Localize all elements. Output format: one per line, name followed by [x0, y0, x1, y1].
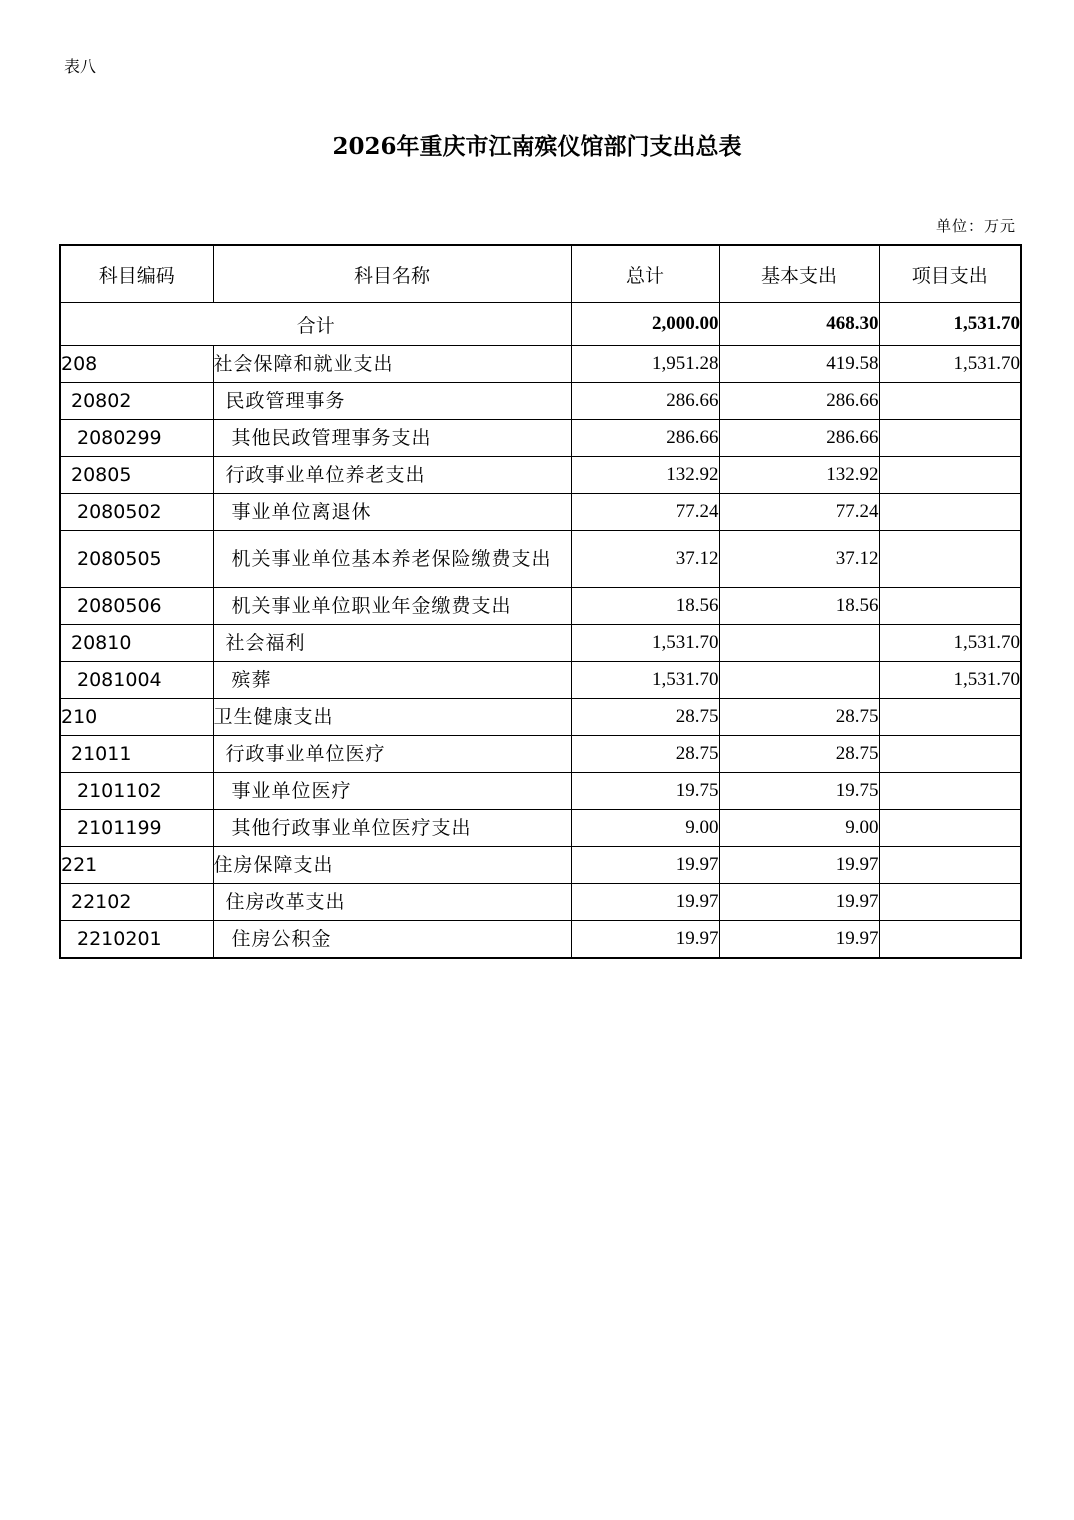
row-project: 1,531.70 — [879, 662, 1021, 699]
header-code: 科目编码 — [60, 245, 213, 303]
row-basic — [719, 662, 879, 699]
row-code: 2080299 — [60, 420, 213, 457]
row-basic: 28.75 — [719, 736, 879, 773]
header-total: 总计 — [571, 245, 719, 303]
table-row — [60, 383, 1021, 420]
row-project — [879, 736, 1021, 773]
table-row — [60, 662, 1021, 699]
header-project: 项目支出 — [879, 245, 1021, 303]
row-total: 286.66 — [571, 383, 719, 420]
row-total: 28.75 — [571, 736, 719, 773]
table-number-label: 表八 — [64, 57, 97, 76]
row-basic: 9.00 — [719, 810, 879, 847]
row-name: 民政管理事务 — [213, 383, 571, 420]
row-total: 9.00 — [571, 810, 719, 847]
header-basic: 基本支出 — [719, 245, 879, 303]
row-basic: 286.66 — [719, 420, 879, 457]
row-total: 18.56 — [571, 588, 719, 625]
row-project — [879, 921, 1021, 959]
row-basic: 28.75 — [719, 699, 879, 736]
table-row — [60, 588, 1021, 625]
row-code: 2081004 — [60, 662, 213, 699]
row-project — [879, 420, 1021, 457]
total-row — [60, 303, 1021, 346]
row-project — [879, 588, 1021, 625]
row-basic: 132.92 — [719, 457, 879, 494]
table-row — [60, 773, 1021, 810]
row-total: 19.75 — [571, 773, 719, 810]
row-total: 28.75 — [571, 699, 719, 736]
row-total: 286.66 — [571, 420, 719, 457]
row-code: 2080506 — [60, 588, 213, 625]
row-code: 20805 — [60, 457, 213, 494]
table-row — [60, 699, 1021, 736]
table-row — [60, 531, 1021, 588]
row-name: 其他行政事业单位医疗支出 — [213, 810, 571, 847]
row-code: 2210201 — [60, 921, 213, 959]
row-basic: 19.97 — [719, 921, 879, 959]
table-row — [60, 921, 1021, 959]
row-code: 20810 — [60, 625, 213, 662]
row-basic: 419.58 — [719, 346, 879, 383]
row-project — [879, 810, 1021, 847]
row-name: 事业单位离退休 — [213, 494, 571, 531]
row-name: 机关事业单位基本养老保险缴费支出 — [213, 531, 571, 588]
row-code: 22102 — [60, 884, 213, 921]
row-project — [879, 494, 1021, 531]
row-project — [879, 699, 1021, 736]
row-code: 2101199 — [60, 810, 213, 847]
row-basic: 19.97 — [719, 847, 879, 884]
row-project: 1,531.70 — [879, 346, 1021, 383]
row-name: 社会福利 — [213, 625, 571, 662]
row-name: 住房公积金 — [213, 921, 571, 959]
row-total: 1,531.70 — [571, 625, 719, 662]
header-row — [60, 245, 1021, 303]
expenditure-table — [59, 244, 1022, 959]
row-code: 21011 — [60, 736, 213, 773]
table-row — [60, 736, 1021, 773]
total-project: 1,531.70 — [879, 303, 1021, 346]
table-row — [60, 346, 1021, 383]
row-code: 2080502 — [60, 494, 213, 531]
row-basic: 18.56 — [719, 588, 879, 625]
row-code: 210 — [60, 699, 213, 736]
table-row — [60, 420, 1021, 457]
row-name: 机关事业单位职业年金缴费支出 — [213, 588, 571, 625]
page-title: 2026年重庆市江南殡仪馆部门支出总表 — [332, 133, 742, 160]
row-code: 2101102 — [60, 773, 213, 810]
row-code: 208 — [60, 346, 213, 383]
table-row — [60, 884, 1021, 921]
row-project: 1,531.70 — [879, 625, 1021, 662]
row-project — [879, 884, 1021, 921]
table-row — [60, 810, 1021, 847]
table-row — [60, 494, 1021, 531]
row-name: 住房保障支出 — [213, 847, 571, 884]
row-project — [879, 383, 1021, 420]
row-basic: 286.66 — [719, 383, 879, 420]
row-project — [879, 847, 1021, 884]
row-name: 住房改革支出 — [213, 884, 571, 921]
table-row — [60, 847, 1021, 884]
row-total: 19.97 — [571, 884, 719, 921]
row-total: 1,951.28 — [571, 346, 719, 383]
row-name: 其他民政管理事务支出 — [213, 420, 571, 457]
row-total: 132.92 — [571, 457, 719, 494]
row-name: 社会保障和就业支出 — [213, 346, 571, 383]
total-label: 合计 — [60, 303, 571, 346]
total-sum: 2,000.00 — [571, 303, 719, 346]
row-total: 1,531.70 — [571, 662, 719, 699]
row-name: 事业单位医疗 — [213, 773, 571, 810]
row-project — [879, 457, 1021, 494]
unit-label: 单位：万元 — [935, 217, 1016, 235]
row-project — [879, 773, 1021, 810]
row-code: 221 — [60, 847, 213, 884]
row-basic: 37.12 — [719, 531, 879, 588]
row-code: 20802 — [60, 383, 213, 420]
row-name: 卫生健康支出 — [213, 699, 571, 736]
row-basic — [719, 625, 879, 662]
row-name: 殡葬 — [213, 662, 571, 699]
row-basic: 77.24 — [719, 494, 879, 531]
row-total: 19.97 — [571, 847, 719, 884]
row-name: 行政事业单位养老支出 — [213, 457, 571, 494]
row-code: 2080505 — [60, 531, 213, 588]
row-project — [879, 531, 1021, 588]
table-row — [60, 625, 1021, 662]
row-basic: 19.97 — [719, 884, 879, 921]
row-basic: 19.75 — [719, 773, 879, 810]
header-name: 科目名称 — [213, 245, 571, 303]
row-total: 19.97 — [571, 921, 719, 959]
row-total: 37.12 — [571, 531, 719, 588]
row-total: 77.24 — [571, 494, 719, 531]
total-basic: 468.30 — [719, 303, 879, 346]
table-row — [60, 457, 1021, 494]
row-name: 行政事业单位医疗 — [213, 736, 571, 773]
